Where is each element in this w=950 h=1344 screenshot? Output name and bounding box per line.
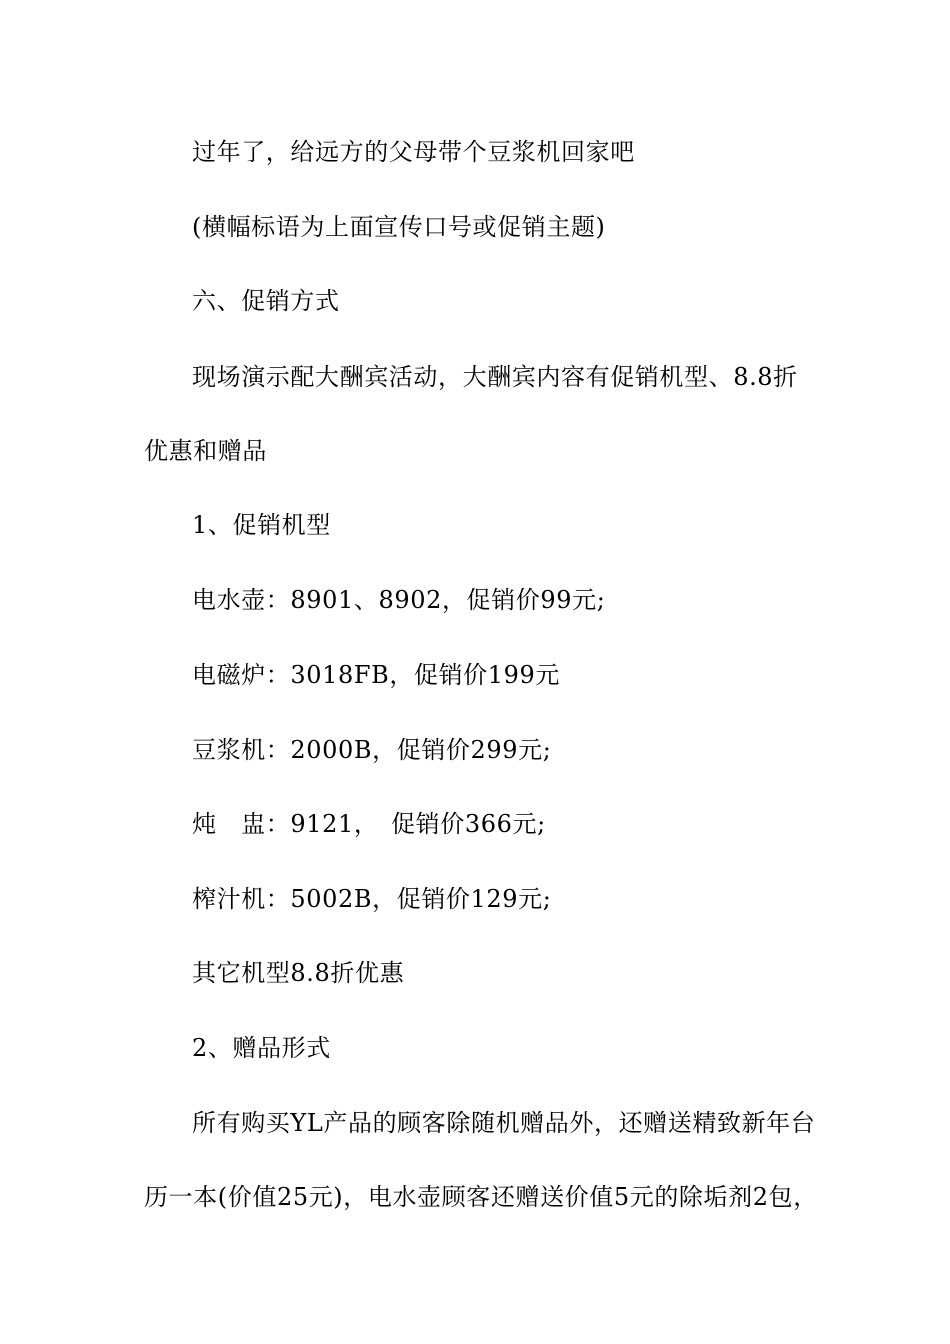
paragraph-line: 现场演示配大酬宾活动，大酬宾内容有促销机型、8.8折 [192, 363, 798, 391]
slogan-line: 过年了，给远方的父母带个豆浆机回家吧 [192, 138, 635, 166]
section-heading-promotion-method: 六、促销方式 [192, 287, 340, 315]
list-item: 电水壶：8901、8902，促销价99元; [192, 586, 606, 614]
list-item: 豆浆机：2000B，促销价299元; [192, 736, 552, 764]
paragraph-line: 优惠和赠品 [144, 437, 267, 465]
banner-note: (横幅标语为上面宣传口号或促销主题) [192, 213, 606, 241]
paragraph-line: 所有购买YL产品的顾客除随机赠品外，还赠送精致新年台 [192, 1109, 816, 1137]
paragraph-line: 历一本(价值25元)，电水壶顾客还赠送价值5元的除垢剂2包， [144, 1183, 818, 1211]
list-item: 炖 盅：9121， 促销价366元; [192, 810, 546, 838]
list-item: 电磁炉：3018FB，促销价199元 [192, 661, 560, 689]
subheading-gift-form: 2、赠品形式 [192, 1034, 331, 1062]
subheading-promo-models: 1、促销机型 [192, 511, 331, 539]
list-item: 其它机型8.8折优惠 [192, 959, 405, 987]
list-item: 榨汁机：5002B，促销价129元; [192, 885, 552, 913]
